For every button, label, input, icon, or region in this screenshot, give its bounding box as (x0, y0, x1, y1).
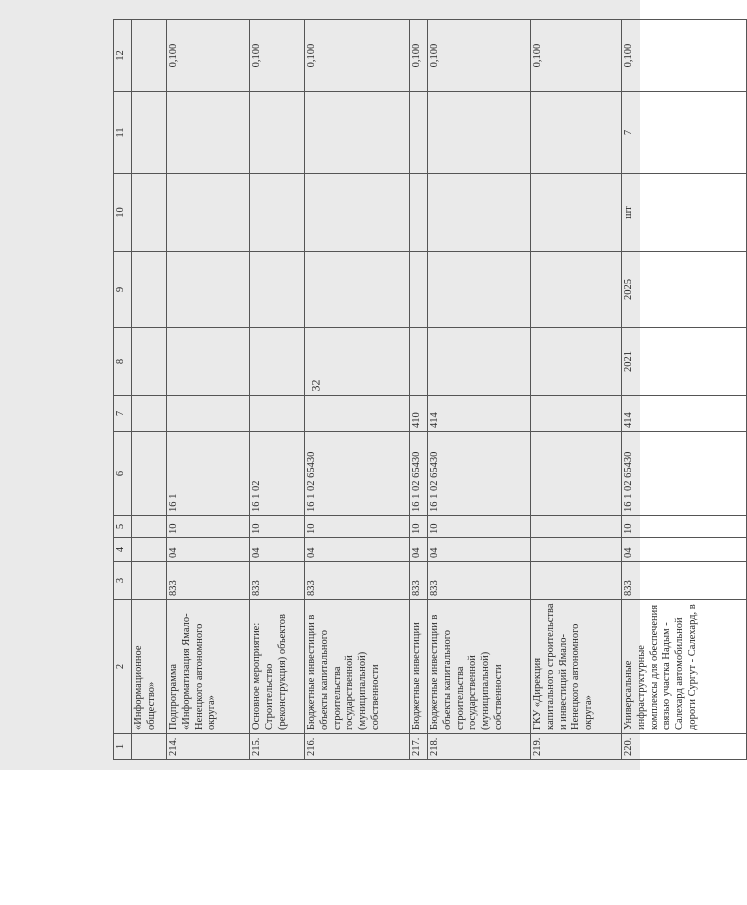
page-number: 32 (308, 379, 323, 392)
cell-capacity (250, 92, 305, 174)
cell-grbs: 833 (305, 562, 410, 600)
cell-section: 04 (305, 538, 410, 562)
row-name: ГКУ «Дирекция капитального строительства и инвестиций Ямало-Ненецкого автономного округа» (531, 600, 622, 734)
cell-amount: 0,100 (428, 20, 531, 92)
cell-target-article: 16 1 02 65430 (410, 432, 428, 516)
cell-expense-type (167, 396, 250, 432)
cell-start-year: 2021 (622, 328, 747, 396)
cell-capacity: 7 (622, 92, 747, 174)
row-name: Бюджетные инвестиции в объекты капитального строительства государственной (муниципальной) собственности (305, 600, 410, 734)
cell-target-article (132, 432, 167, 516)
cell-amount: 0,100 (305, 20, 410, 92)
column-header: 4 (114, 538, 132, 562)
row-name: Бюджетные инвестиции в объекты капитального строительства государственной (муниципальной) собственности (428, 600, 531, 734)
cell-start-year (428, 328, 531, 396)
row-name: Бюджетные инвестиции (410, 600, 428, 734)
cell-target-article: 16 1 02 65430 (428, 432, 531, 516)
cell-target-article (531, 432, 622, 516)
cell-unit (305, 174, 410, 252)
row-number: 214. (167, 734, 250, 760)
cell-subsection: 10 (250, 516, 305, 538)
cell-capacity (531, 92, 622, 174)
cell-capacity (132, 92, 167, 174)
row-number: 218. (428, 734, 531, 760)
cell-section: 04 (428, 538, 531, 562)
cell-subsection: 10 (410, 516, 428, 538)
table-row (305, 20, 410, 760)
budget-table (113, 19, 747, 760)
cell-unit (531, 174, 622, 252)
cell-subsection (132, 516, 167, 538)
cell-subsection: 10 (428, 516, 531, 538)
row-number: 220. (622, 734, 747, 760)
cell-amount: 0,100 (410, 20, 428, 92)
cell-subsection: 10 (305, 516, 410, 538)
cell-grbs: 833 (622, 562, 747, 600)
rotated-budget-table-wrapper (113, 20, 698, 760)
row-number (132, 734, 167, 760)
cell-expense-type (305, 396, 410, 432)
cell-amount (132, 20, 167, 92)
cell-expense-type (531, 396, 622, 432)
cell-expense-type: 414 (428, 396, 531, 432)
cell-end-year (305, 252, 410, 328)
column-header: 6 (114, 432, 132, 516)
column-header: 1 (114, 734, 132, 760)
column-header: 5 (114, 516, 132, 538)
cell-end-year (531, 252, 622, 328)
cell-start-year (410, 328, 428, 396)
cell-end-year (410, 252, 428, 328)
cell-expense-type: 414 (622, 396, 747, 432)
cell-amount: 0,100 (250, 20, 305, 92)
cell-section (132, 538, 167, 562)
cell-section: 04 (622, 538, 747, 562)
row-number: 219. (531, 734, 622, 760)
table-row (167, 20, 250, 760)
cell-unit (250, 174, 305, 252)
cell-section: 04 (250, 538, 305, 562)
cell-start-year (167, 328, 250, 396)
cell-end-year: 2025 (622, 252, 747, 328)
cell-unit: шт (622, 174, 747, 252)
cell-section: 04 (167, 538, 250, 562)
cell-section (531, 538, 622, 562)
column-header: 9 (114, 252, 132, 328)
cell-unit (410, 174, 428, 252)
cell-unit (428, 174, 531, 252)
column-header: 7 (114, 396, 132, 432)
table-row (410, 20, 428, 760)
cell-expense-type (250, 396, 305, 432)
cell-amount: 0,100 (531, 20, 622, 92)
cell-target-article: 16 1 (167, 432, 250, 516)
cell-subsection (531, 516, 622, 538)
row-number: 215. (250, 734, 305, 760)
cell-grbs: 833 (410, 562, 428, 600)
cell-start-year (250, 328, 305, 396)
row-number: 216. (305, 734, 410, 760)
column-header: 3 (114, 562, 132, 600)
cell-start-year (531, 328, 622, 396)
cell-unit (132, 174, 167, 252)
column-header: 2 (114, 600, 132, 734)
cell-expense-type: 410 (410, 396, 428, 432)
cell-capacity (428, 92, 531, 174)
table-row (132, 20, 167, 760)
cell-capacity (167, 92, 250, 174)
cell-grbs: 833 (250, 562, 305, 600)
row-name: Универсальные инфраструктурные комплексы для обеспечения связью участка Надым - Салехард автомобильной дороги Сургут - Салехард, в (622, 600, 747, 734)
cell-target-article: 16 1 02 65430 (305, 432, 410, 516)
column-header: 10 (114, 174, 132, 252)
column-header: 12 (114, 20, 132, 92)
cell-end-year (132, 252, 167, 328)
row-number: 217. (410, 734, 428, 760)
row-name: Основное мероприятие: Строительство (реконструкция) объектов (250, 600, 305, 734)
cell-unit (167, 174, 250, 252)
cell-grbs: 833 (428, 562, 531, 600)
table-row (250, 20, 305, 760)
cell-grbs (132, 562, 167, 600)
cell-target-article: 16 1 02 (250, 432, 305, 516)
table-row (531, 20, 622, 760)
table-row (428, 20, 531, 760)
column-header: 8 (114, 328, 132, 396)
table-row (622, 20, 747, 760)
cell-end-year (250, 252, 305, 328)
cell-start-year (132, 328, 167, 396)
cell-amount: 0,100 (167, 20, 250, 92)
cell-expense-type (132, 396, 167, 432)
column-header: 11 (114, 92, 132, 174)
cell-start-year (305, 328, 410, 396)
cell-capacity (305, 92, 410, 174)
cell-subsection: 10 (622, 516, 747, 538)
row-name: «Информационное общество» (132, 600, 167, 734)
cell-grbs: 833 (167, 562, 250, 600)
cell-subsection: 10 (167, 516, 250, 538)
cell-amount: 0,100 (622, 20, 747, 92)
cell-capacity (410, 92, 428, 174)
cell-grbs (531, 562, 622, 600)
cell-section: 04 (410, 538, 428, 562)
cell-end-year (428, 252, 531, 328)
cell-end-year (167, 252, 250, 328)
cell-target-article: 16 1 02 65430 (622, 432, 747, 516)
row-name: Подпрограмма «Информатизация Ямало-Ненецкого автономного округа» (167, 600, 250, 734)
header-row (114, 20, 132, 760)
